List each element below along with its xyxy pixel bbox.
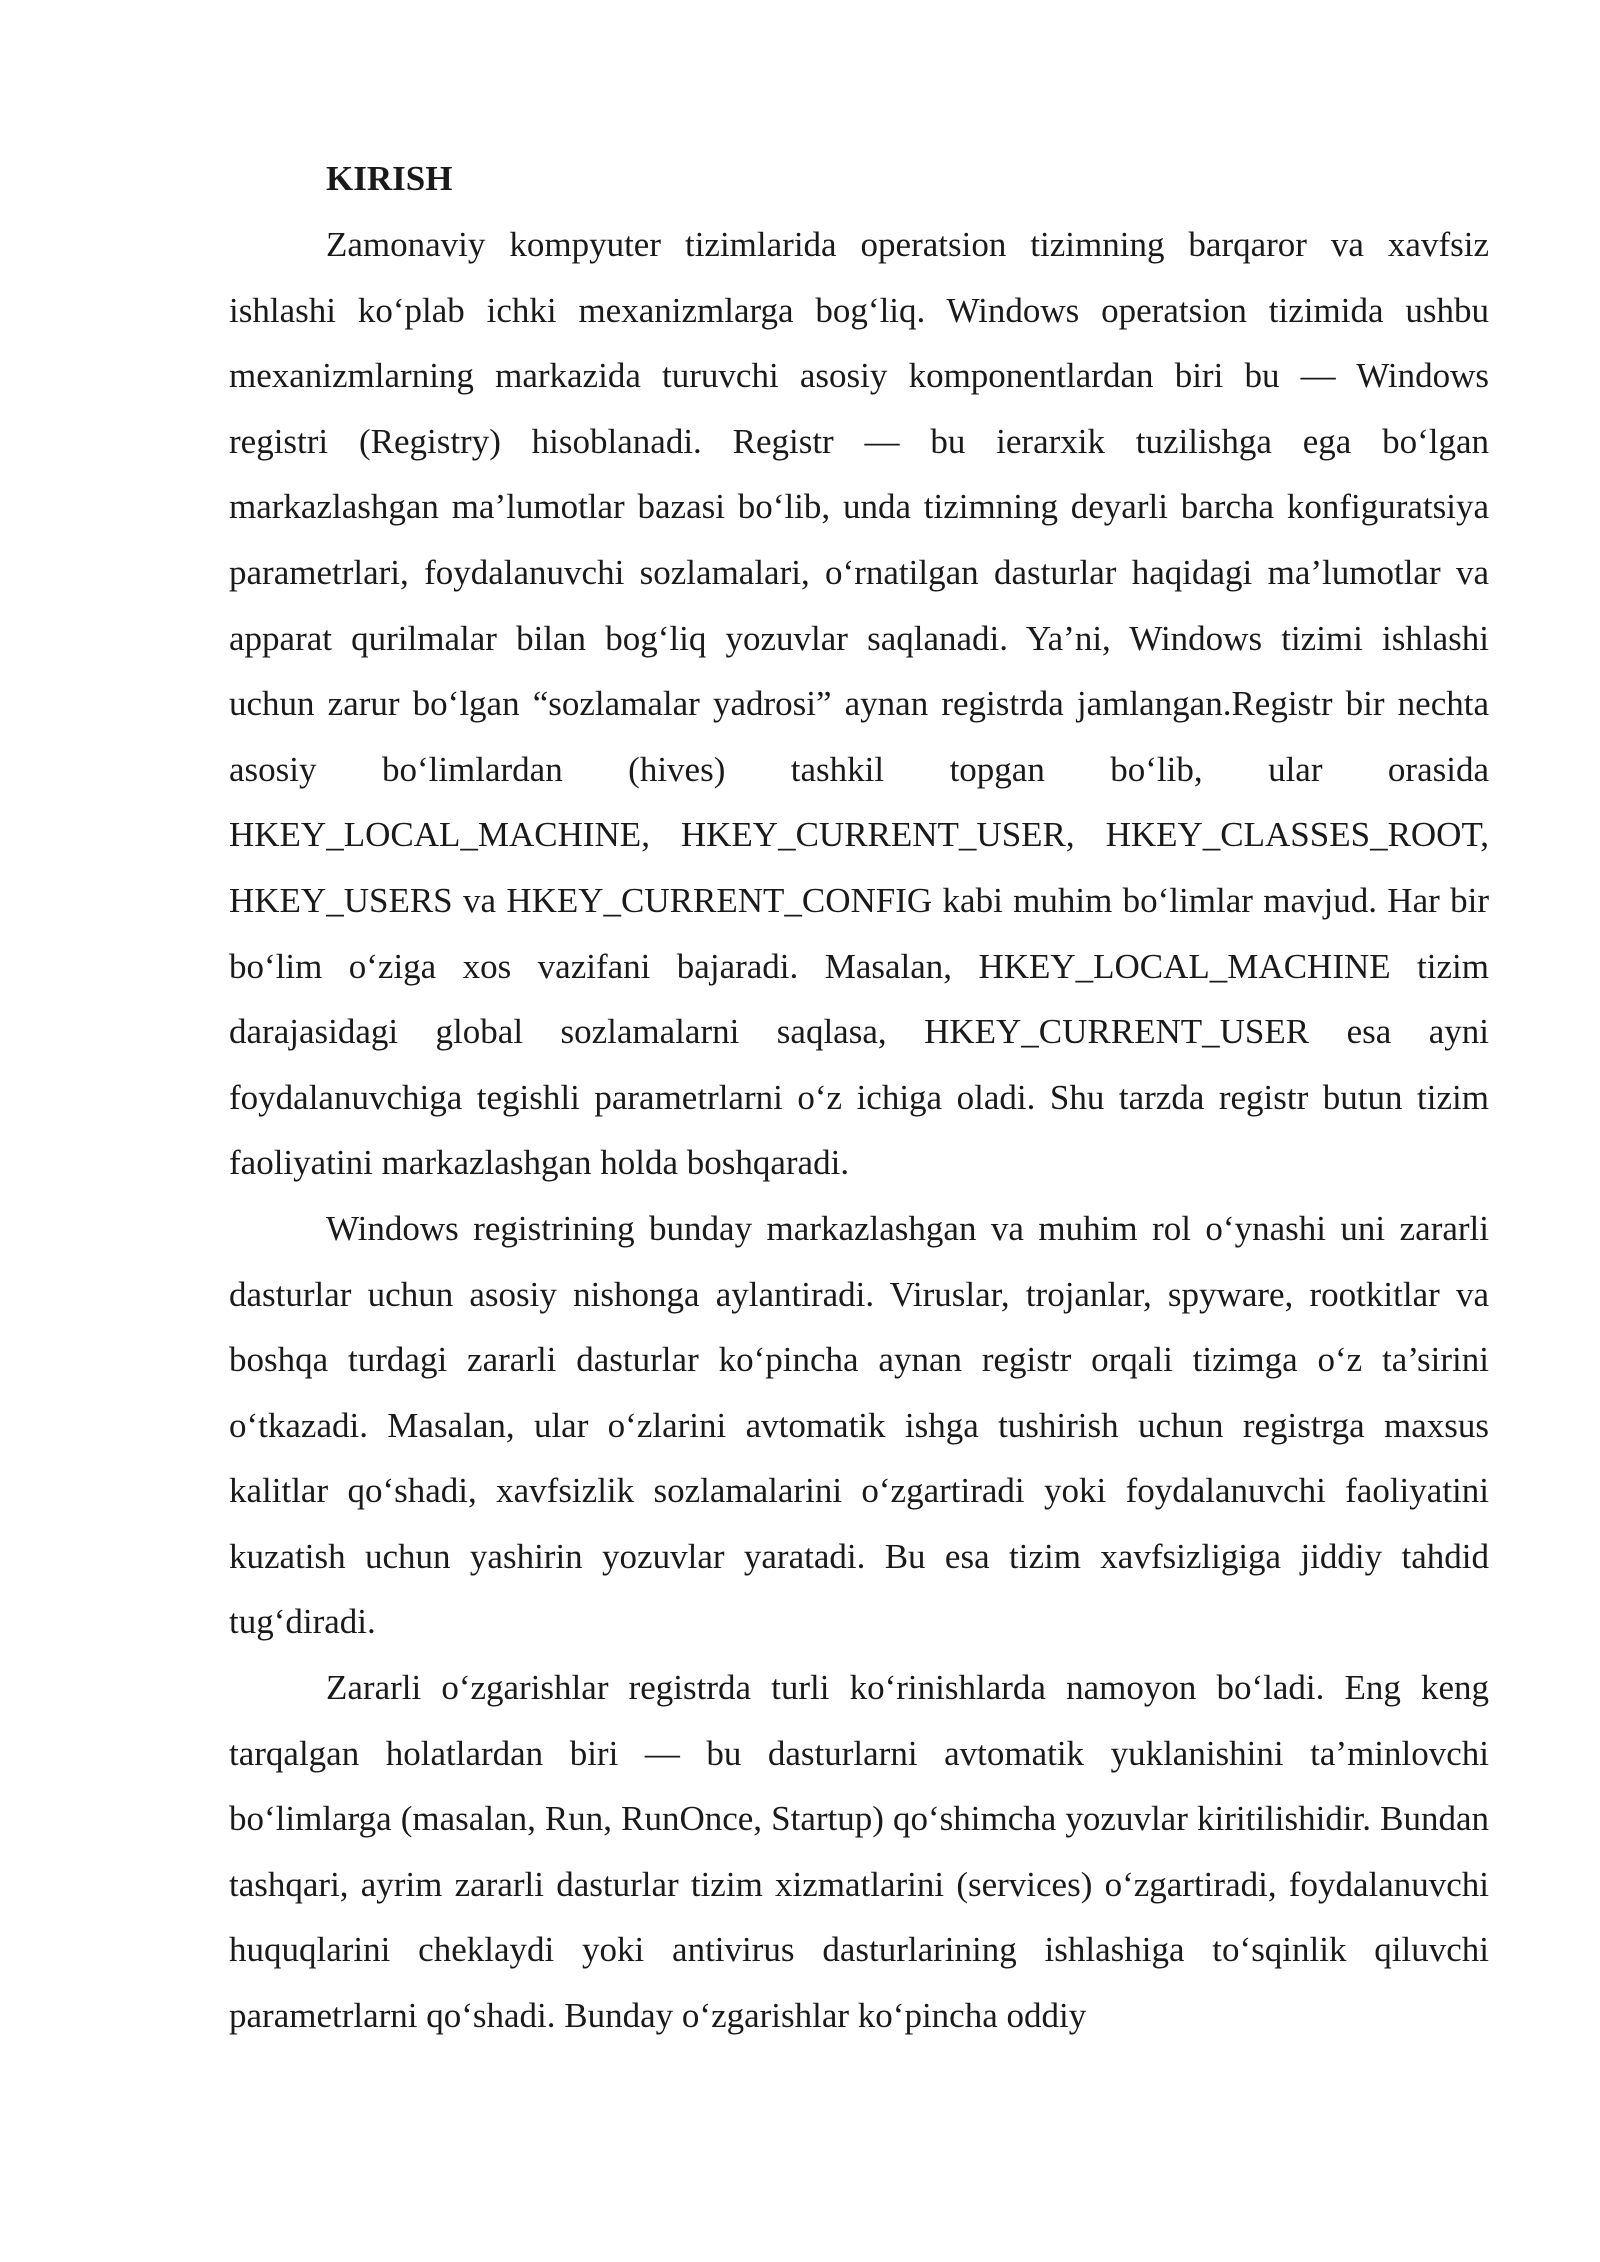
paragraph-2: Windows registrining bunday markazlashgan va muhim rol o‘ynashi uni zararli dasturlar uchun asosiy nishonga aylantiradi. Viruslar, trojanlar, spyware, rootkitlar va boshqa turdagi zararli dasturlar ko‘pincha aynan registr orqali tizimga o‘z ta’sirini o‘tkazadi. Masalan, ular o‘zlarini avtomatik ishga tushirish uchun registrga maxsus kalitlar qo‘shadi, xavfsizlik sozlamalarini o‘zgartiradi yoki foydalanuvchi faoliyatini kuzatish uchun yashirin yozuvlar yaratadi. Bu esa tizim xavfsizligiga jiddiy tahdid tug‘diradi. <box>229 1208 1489 1642</box>
document-body <box>229 146 1489 2049</box>
paragraph-3: Zararli o‘zgarishlar registrda turli ko‘rinishlarda namoyon bo‘ladi. Eng keng tarqalgan holatlardan biri — bu dasturlarni avtomatik yuklanishini ta’minlovchi bo‘limlarga (masalan, Run, RunOnce, Startup) qo‘shimcha yozuvlar kiritilishidir. Bundan tashqari, ayrim zararli dasturlar tizim xizmatlarini (services) o‘zgartiradi, foydalanuvchi huquqlarini cheklaydi yoki antivirus dasturlarining ishlashiga to‘sqinlik qiluvchi parametrlarni qo‘shadi. Bunday o‘zgarishlar ko‘pincha oddiy <box>229 1668 1489 2036</box>
section-heading: KIRISH <box>326 159 453 198</box>
paragraph-1: Zamonaviy kompyuter tizimlarida operatsion tizimning barqaror va xavfsiz ishlashi ko‘plab ichki mexanizmlarga bog‘liq. Windows operatsion tizimida ushbu mexanizmlarning markazida turuvchi asosiy komponentlardan biri bu — Windows registri (Registry) hisoblanadi. Registr — bu ierarxik tuzilishga ega bo‘lgan markazlashgan ma’lumotlar bazasi bo‘lib, unda tizimning deyarli barcha konfiguratsiya parametrlari, foydalanuvchi sozlamalari, o‘rnatilgan dasturlar haqidagi ma’lumotlar va apparat qurilmalar bilan bog‘liq yozuvlar saqlanadi. Ya’ni, Windows tizimi ishlashi uchun zarur bo‘lgan “sozlamalar yadrosi” aynan registrda jamlangan.Registr bir nechta asosiy bo‘limlardan (hives) tashkil topgan bo‘lib, ular orasida HKEY_LOCAL_MACHINE, HKEY_CURRENT_USER, HKEY_CLASSES_ROOT, HKEY_USERS va HKEY_CURRENT_CONFIG kabi muhim bo‘limlar mavjud. Har bir bo‘lim o‘ziga xos vazifani bajaradi. Masalan, HKEY_LOCAL_MACHINE tizim darajasidagi global sozlamalarni saqlasa, HKEY_CURRENT_USER esa ayni foydalanuvchiga tegishli parametrlarni o‘z ichiga oladi. Shu tarzda registr butun tizim faoliyatini markazlashgan holda boshqaradi. <box>229 225 1489 1183</box>
